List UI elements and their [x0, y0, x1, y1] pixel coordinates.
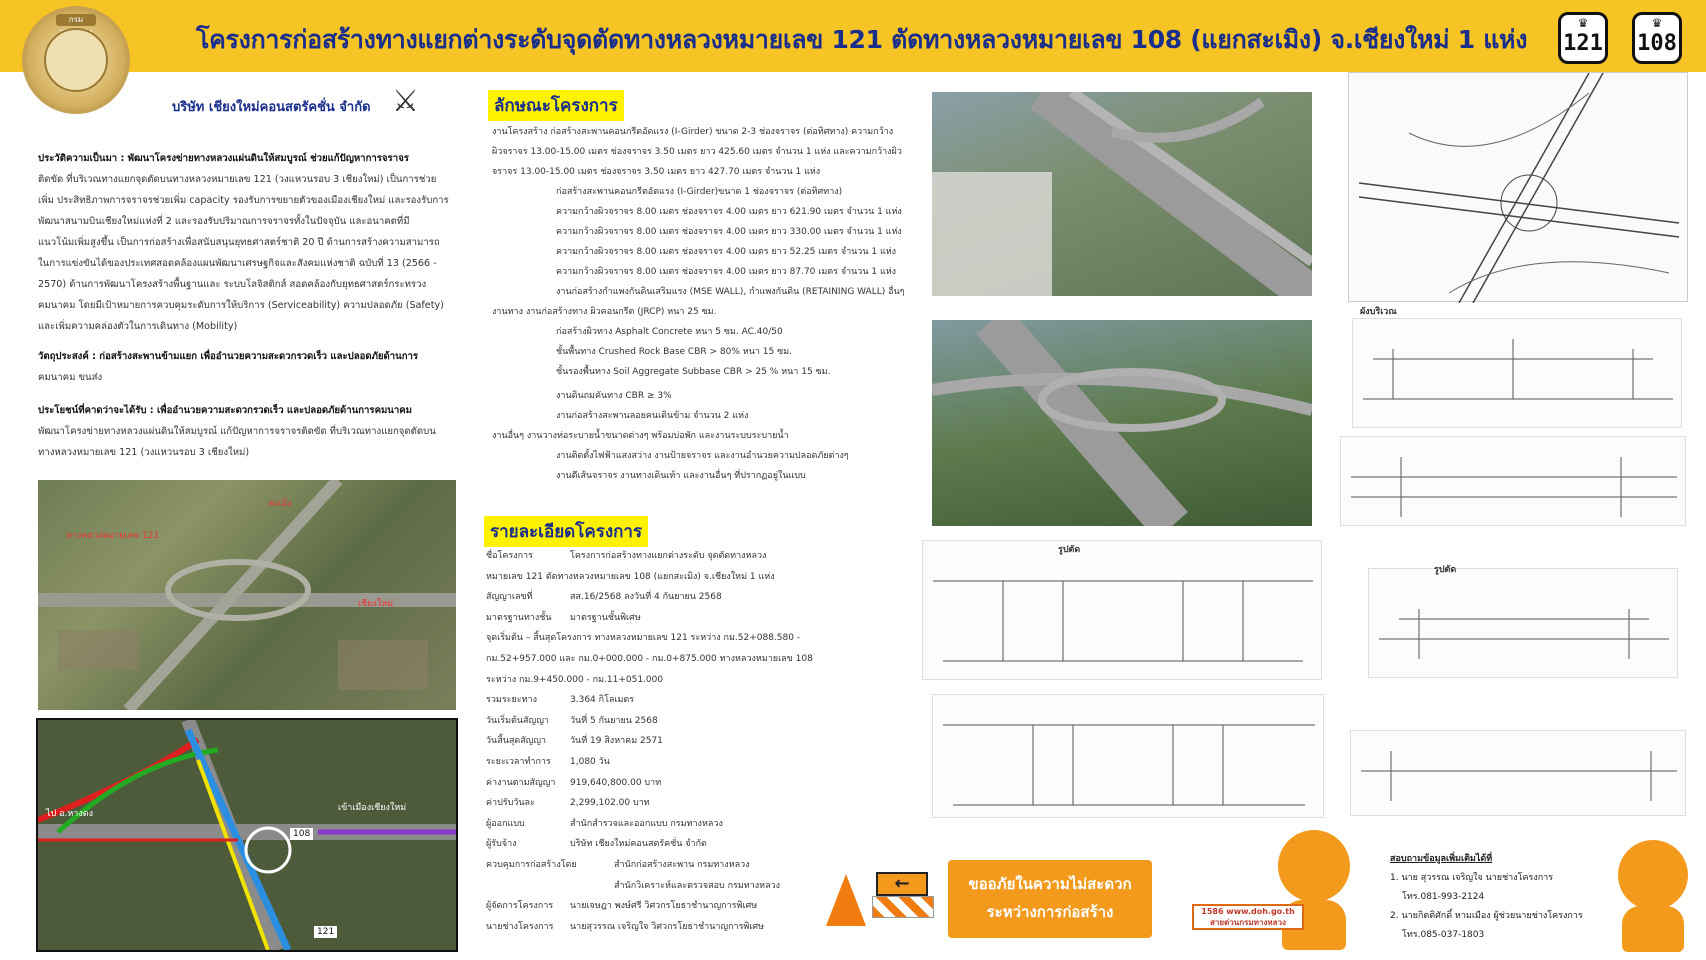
layout-map-lines [38, 720, 456, 950]
rendering-2-roads [932, 320, 1312, 526]
detail-row: ผู้จัดการโครงการ นายเจษฎา พงษ์ศรี วิศวกรโยธาชำนาญการพิเศษ [486, 901, 758, 912]
route-marker-108: 108 [290, 828, 313, 840]
company-name: บริษัท เชียงใหม่คอนสตรัคชั่น จำกัด [172, 100, 371, 115]
section-drawing-1 [1352, 318, 1682, 428]
detail-row: รวมระยะทาง 3.364 กิโลเมตร [486, 695, 635, 706]
cross-section-1-lines [923, 541, 1323, 681]
rendering-1-roads [932, 92, 1312, 296]
detail-row: ค่าปรับวันละ 2,299,102.00 บาท [486, 798, 650, 809]
rendering-image-2 [932, 320, 1312, 526]
rendering-image-1 [932, 92, 1312, 296]
map-label: เข้าเมืองเชียงใหม่ [338, 803, 407, 813]
map-label: ไป อ.หางดง [46, 809, 93, 819]
logo-band: กรม [56, 14, 96, 26]
detail-row: ระยะเวลาทำการ 1,080 วัน [486, 756, 610, 767]
site-plan-drawing [1348, 72, 1688, 302]
background-section: ประวัติความเป็นมา : พัฒนาโครงข่ายทางหลวงแผ่นดินให้สมบูรณ์ ช่วยแก้ปัญหาการจราจร ติดขัด ที่บริเวณทางแยกจุดตัดบนทางหลวงหมายเลข 121 (วงแหวนรอบ 3 เชียงใหม่) เป็นการช่วย เพิ่ม ประสิทธิภาพการจราจรช่วยเพิ่ม capacity รองรับการขยายตัวของเมืองเชียงใหม่ และรองรับการ พัฒนาสนามบินเชียงใหม่แห่งที่ 2 และรองรับปริมาณการจราจรทั้งในปัจจุบัน และอนาคตที่มี แนวโน้มเพิ่มสูงขึ้น เป็นการก่อสร้างเพื่อสนับสนุนยุทธศาสตร์ชาติ 20 ปี ด้านการสร้างความสามารถ ในการแข่งขันได้ของประเทศสอดคล้องแผนพัฒนาเศรษฐกิจและสังคมแห่งชาติ ฉบับที่ 13 (2566 - 2570) ด้านการพัฒนาโครงสร้างพื้นฐานและ ระบบโลจิสติกส์ สอดคล้องกับยุทธศาสตร์กระทรวง คมนาคม โดยมีเป้าหมายการควบคุมระดับการให้บริการ (Serviceability) ความปลอดภัย (Safety) และเพิ่มความคล่องตัวในการเดินทาง (Mobility) [38, 153, 449, 332]
detail-row: ค่างานตามสัญญา 919,640,800.00 บาท [486, 777, 662, 788]
detail-row: ผู้รับจ้าง บริษัท เชียงใหม่คอนสตรัคชั่น จำกัด [486, 839, 707, 850]
section-1-lines [1353, 319, 1683, 429]
photo-label: สะเมิง [268, 499, 292, 509]
section-drawing-4 [1350, 730, 1686, 816]
characteristics-title: ลักษณะโครงการ [488, 90, 624, 121]
drawing-label: ผังบริเวณ [1360, 307, 1397, 317]
detail-row: สัญญาเลขที่ สส.16/2568 ลงวันที่ 4 กันยายน 2568 [486, 592, 722, 603]
objective-section: วัตถุประสงค์ : ก่อสร้างสะพานข้ามแยก เพื่ออำนวยความสะดวกรวดเร็ว และปลอดภัยด้านการ คมนาคม ขนส่ง [38, 351, 419, 383]
detail-row: กม.52+957.000 และ กม.0+000.000 - กม.0+875.000 ทางหลวงหมายเลข 108 [486, 653, 813, 664]
crown-icon: ♛ [1577, 16, 1589, 30]
drawing-label: รูปตัด [1058, 545, 1081, 555]
aerial-photo-roads [38, 480, 456, 710]
site-plan-lines [1349, 73, 1689, 303]
section-drawing-3 [1368, 568, 1678, 678]
logo-emblem [44, 28, 108, 92]
section-2-lines [1341, 437, 1687, 527]
section-3-lines [1369, 569, 1679, 679]
photo-label: เชียงใหม่ [358, 599, 394, 609]
detail-row: ระหว่าง กม.9+450.000 - กม.11+051.000 [486, 674, 664, 685]
contact-section: สอบถามข้อมูลเพิ่มเติมได้ที่ 1. นาย สุวรรณ เจริญใจ นายช่างโครงการ โทร.081-993-2124 2. นายกิตติศักดิ์ หามเมือง ผู้ช่วยนายช่างโครงการ โทร.085-037-1803 [1390, 854, 1583, 940]
route-marker-121: 121 [314, 926, 337, 938]
detail-row: ผู้ออกแบบ สำนักสำรวจและออกแบบ กรมทางหลวง [486, 818, 723, 829]
traffic-cone-icon [826, 874, 866, 926]
cross-section-2-lines [933, 695, 1325, 819]
detail-row: หมายเลข 121 ตัดทางหลวงหมายเลข 108 (แยกสะเมิง) จ.เชียงใหม่ 1 แห่ง [486, 571, 775, 582]
highway-shield-121: ♛ 121 [1558, 12, 1608, 64]
characteristics-list: งานโครงสร้าง ก่อสร้างสะพานคอนกรีตอัดแรง (I-Girder) ขนาด 2-3 ช่องจราจร (ต่อทิศทาง) ความกว้าง ผิวจราจร 13.00-15.00 เมตร ช่องจราจร 3.50 เมตร ยาว 425.60 เมตร จำนวน 1 แห่ง และความกว้างผิว จราจร 13.00-15.00 เมตร ช่องจราจร 3.50 เมตร ยาว 427.70 เมตร จำนวน 1 แห่ง ก่อสร้างสะพานคอนกรีตอัดแรง (I-Girder)ขนาด 1 ช่องจราจร (ต่อทิศทาง) ความกว้างผิวจราจร 8.00 เมตร ช่องจราจร 4.00 เมตร ยาว 621.90 เมตร จำนวน 1 แห่ง ความกว้างผิวจราจร 8.00 เมตร ช่องจราจร 4.00 เมตร ยาว 330.00 เมตร จำนวน 1 แห่ง ความกว้างผิวจราจร 8.00 เมตร ช่องจราจร 4.00 เมตร ยาว 52.25 เมตร จำนวน 1 แห่ง ความกว้างผิวจราจร 8.00 เมตร ช่องจราจร 4.00 เมตร ยาว 87.70 เมตร จำนวน 1 แห่ง งานก่อสร้างกำแพงกันดินเสริมแรง (MSE WALL), กำแพงกันดิน (RETAINING WALL) อื่นๆ งานทาง งานก่อสร้างทาง ผิวคอนกรีต (JRCP) หนา 25 ซม. ก่อสร้างผิวทาง Asphalt Concrete หนา 5 ซม. AC.40/50 ชั้นพื้นทาง Crushed Rock Base CBR > 80% หนา 15 ซม. ชั้นรองพื้นทาง Soil Aggregate Subbase CBR > 25 % หนา 15 ซม. งานดินถมคันทาง CBR ≥ 3% งานก่อสร้างสะพานลอยคนเดินข้าม จำนวน 2 แห่ง งานอื่นๆ งานวางท่อระบายน้ำขนาดต่างๆ พร้อมบ่อพัก และงานระบบระบายน้ำ งานติดตั้งไฟฟ้าแสงสว่าง งานป้ายจราจร และงานอำนวยความปลอดภัยต่างๆ งานตีเส้นจราจร งานทางเดินเท้า และงานอื่นๆ ที่ปรากฏอยู่ในแบบ [492, 127, 905, 481]
benefits-section: ประโยชน์ที่คาดว่าจะได้รับ : เพื่ออำนวยความสะดวกรวดเร็ว และปลอดภัยด้านการคมนาคม พัฒนาโครงข่ายทางหลวงแผ่นดินให้สมบูรณ์ แก้ปัญหาการจราจรติดขัด ที่บริเวณทางแยกจุดตัดบน ทางหลวงหมายเลข 121 (วงแหวนรอบ 3 เชียงใหม่) [38, 405, 436, 458]
detail-row: ควบคุมการก่อสร้างโดย สำนักก่อสร้างสะพาน กรมทางหลวง [486, 859, 750, 870]
crown-icon: ♛ [1651, 16, 1663, 30]
mascot-icon [1278, 830, 1350, 902]
detour-arrow-icon: ← [876, 872, 928, 896]
hotline-badge: 1586 www.doh.go.th สายด่วนกรมทางหลวง [1192, 904, 1304, 930]
project-layout-map [36, 718, 458, 952]
highway-shield-108: ♛ 108 [1632, 12, 1682, 64]
construction-notice: ขออภัยในความไม่สะดวก ระหว่างการก่อสร้าง [948, 860, 1152, 938]
detail-row: นายช่างโครงการ นายสุวรรณ เจริญใจ วิศวกรโยธาชำนาญการพิเศษ [486, 921, 765, 932]
detail-row: จุดเริ่มต้น – สิ้นสุดโครงการ ทางหลวงหมายเลข 121 ระหว่าง กม.52+088.580 - [486, 633, 801, 644]
mascot-icon-2 [1618, 840, 1688, 910]
company-logo-icon: ⚔ [392, 84, 419, 119]
cross-section-drawing-2 [932, 694, 1324, 818]
drawing-label: รูปตัด [1434, 565, 1457, 575]
department-logo [22, 6, 130, 114]
section-4-lines [1351, 731, 1687, 817]
detail-row: มาตรฐานทางชั้น มาตรฐานชั้นพิเศษ [486, 612, 641, 623]
barrier-icon [872, 896, 934, 918]
detail-row: วันสิ้นสุดสัญญา วันที่ 19 สิงหาคม 2571 [486, 736, 663, 747]
photo-label: ทางหลวงหมายเลข 121 [66, 531, 160, 541]
detail-row: ชื่อโครงการ โครงการก่อสร้างทางแยกต่างระดับ จุดตัดทางหลวง [486, 551, 767, 561]
cross-section-drawing-1 [922, 540, 1322, 680]
detail-row: วันเริ่มต้นสัญญา วันที่ 5 กันยายน 2568 [486, 715, 658, 726]
aerial-photo-site [38, 480, 456, 710]
page-title: โครงการก่อสร้างทางแยกต่างระดับจุดตัดทางหลวงหมายเลข 121 ตัดทางหลวงหมายเลข 108 (แยกสะเมิง) จ.เชียงใหม่ 1 แห่ง [196, 25, 1528, 54]
detail-row: สำนักวิเคราะห์และตรวจสอบ กรมทางหลวง [614, 880, 781, 891]
details-title: รายละเอียดโครงการ [484, 516, 648, 547]
mascot-body-2 [1622, 906, 1684, 952]
section-drawing-2 [1340, 436, 1686, 526]
